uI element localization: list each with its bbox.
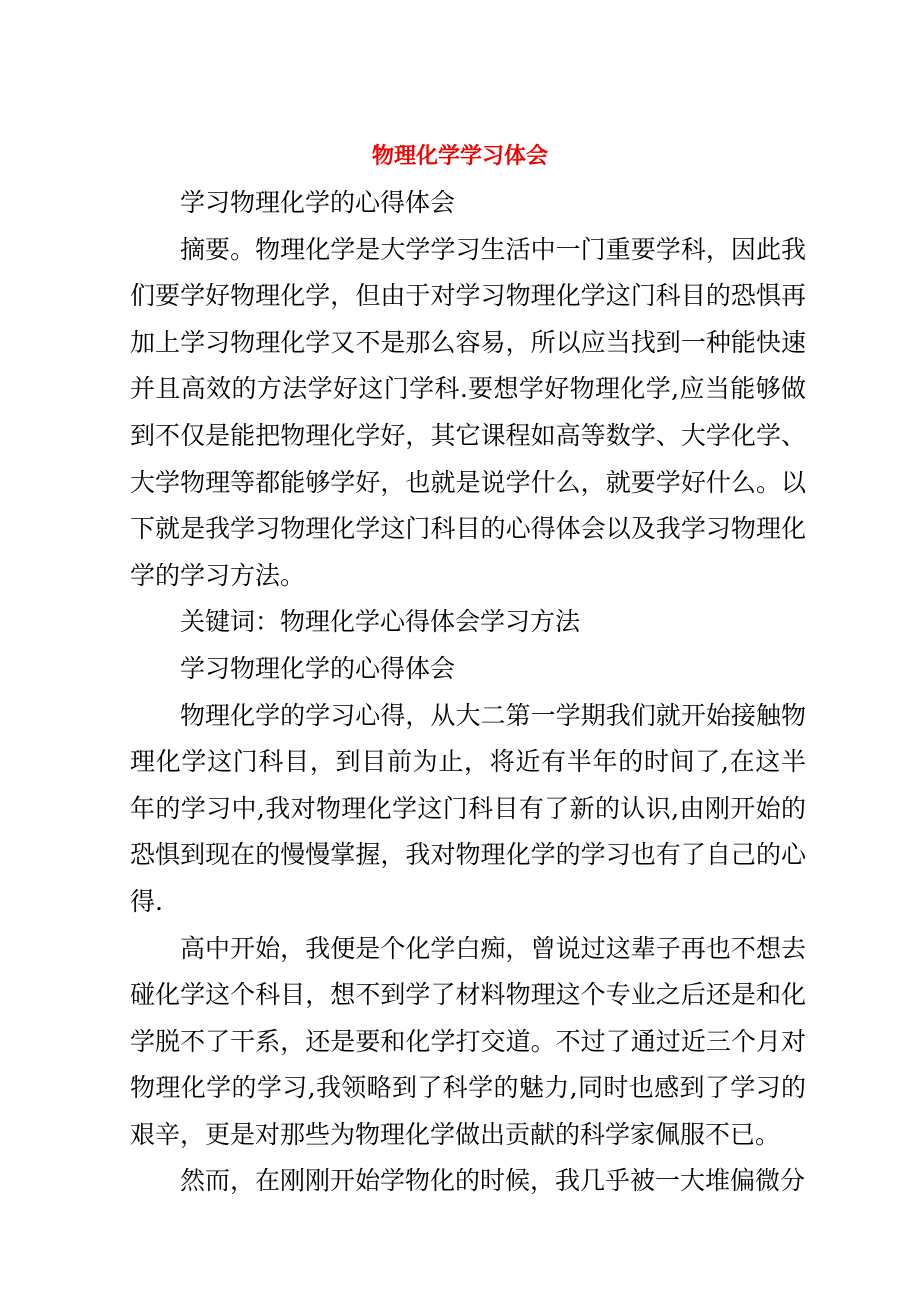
body-paragraph: 然而，在刚刚开始学物化的时候，我几乎被一大堆偏微分 xyxy=(180,1166,806,1196)
body-paragraph: 物理化学的学习心得，从大二第一学期我们就开始接触物理化学这门科目，到目前为止，将近有半年的时间了,在这半年的学习中,我对物理化学这门科目有了新的认识,由刚开始的恐惧到现在的慢慢掌握，我对物理化学的学习也有了自己的心得. xyxy=(130,700,806,916)
abstract-paragraph: 摘要。物理化学是大学学习生活中一门重要学科，因此我们要学好物理化学，但由于对学习物理化学这门科目的恐惧再加上学习物理化学又不是那么容易，所以应当找到一种能快速并且高效的方法学好这门学科.要想学好物理化学,应当能够做到不仅是能把物理化学好，其它课程如高等数学、大学化学、大学物理等都能够学好，也就是说学什么，就要学好什么。以下就是我学习物理化学这门科目的心得体会以及我学习物理化学的学习方法。 xyxy=(130,234,806,590)
section-heading-paragraph: 学习物理化学的心得体会 xyxy=(180,653,456,683)
document-body xyxy=(130,180,806,1205)
document-title: 物理化学学习体会 xyxy=(371,144,548,169)
body-paragraph: 高中开始，我便是个化学白痴，曾说过这辈子再也不想去碰化学这个科目，想不到学了材料物理这个专业之后还是和化学脱不了干系，还是要和化学打交道。不过了通过近三个月对物理化学的学习,我领略到了科学的魅力,同时也感到了学习的艰辛，更是对那些为物理化学做出贡献的科学家佩服不已。 xyxy=(130,933,806,1149)
keywords-paragraph: 关键词：物理化学心得体会学习方法 xyxy=(180,607,581,637)
subtitle-paragraph: 学习物理化学的心得体会 xyxy=(180,188,456,217)
